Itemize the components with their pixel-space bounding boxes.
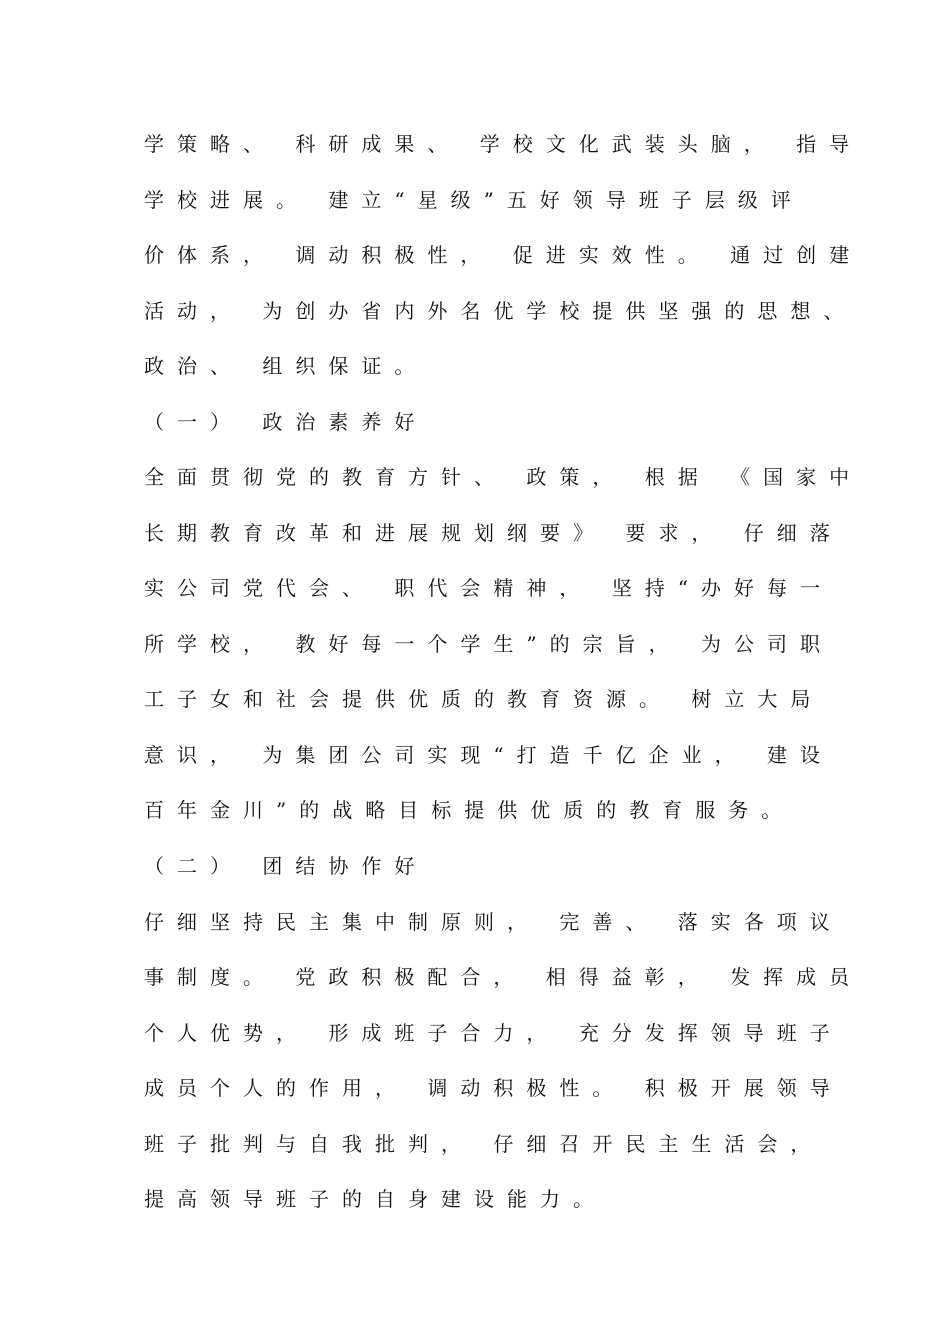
- text-line: 所学校， 教好每一个学生”的宗旨， 为公司职: [144, 632, 833, 656]
- text-line: 学校进展。 建立“星级”五好领导班子层级评: [144, 188, 804, 212]
- text-line: 全面贯彻党的教育方针、 政策， 根据 《国家中: [144, 465, 863, 489]
- text-line: 提高领导班子的自身建设能力。: [144, 1187, 606, 1211]
- section-heading: （一） 政治素养好: [144, 410, 428, 434]
- text-line: 长期教育改革和进展规划纲要》 要求， 仔细落: [144, 521, 843, 545]
- text-line: 工子女和社会提供优质的教育资源。 树立大局: [144, 687, 824, 711]
- text-line: 学策略、 科研成果、 学校文化武装头脑， 指导: [144, 132, 863, 156]
- text-line: 仔细坚持民主集中制原则， 完善、 落实各项议: [144, 910, 843, 934]
- text-line: 事制度。 党政积极配合， 相得益彰， 发挥成员: [144, 965, 863, 989]
- text-line: 实公司党代会、 职代会精神， 坚持“办好每一: [144, 576, 833, 600]
- text-line: 成员个人的作用， 调动积极性。 积极开展领导: [144, 1076, 843, 1100]
- text-line: 活动， 为创办省内外名优学校提供坚强的思想、: [144, 299, 857, 323]
- text-line: 班子批判与自我批判， 仔细召开民主生活会，: [144, 1132, 824, 1156]
- text-line: 意识， 为集团公司实现“打造千亿企业， 建设: [144, 743, 833, 767]
- text-line: 价体系， 调动积极性， 促进实效性。 通过创建: [144, 243, 863, 267]
- text-line: 政治、 组织保证。: [144, 354, 428, 378]
- section-heading: （二） 团结协作好: [144, 854, 428, 878]
- text-line: 百年金川”的战略目标提供优质的教育服务。: [144, 798, 795, 822]
- text-line: 个人优势， 形成班子合力， 充分发挥领导班子: [144, 1021, 843, 1045]
